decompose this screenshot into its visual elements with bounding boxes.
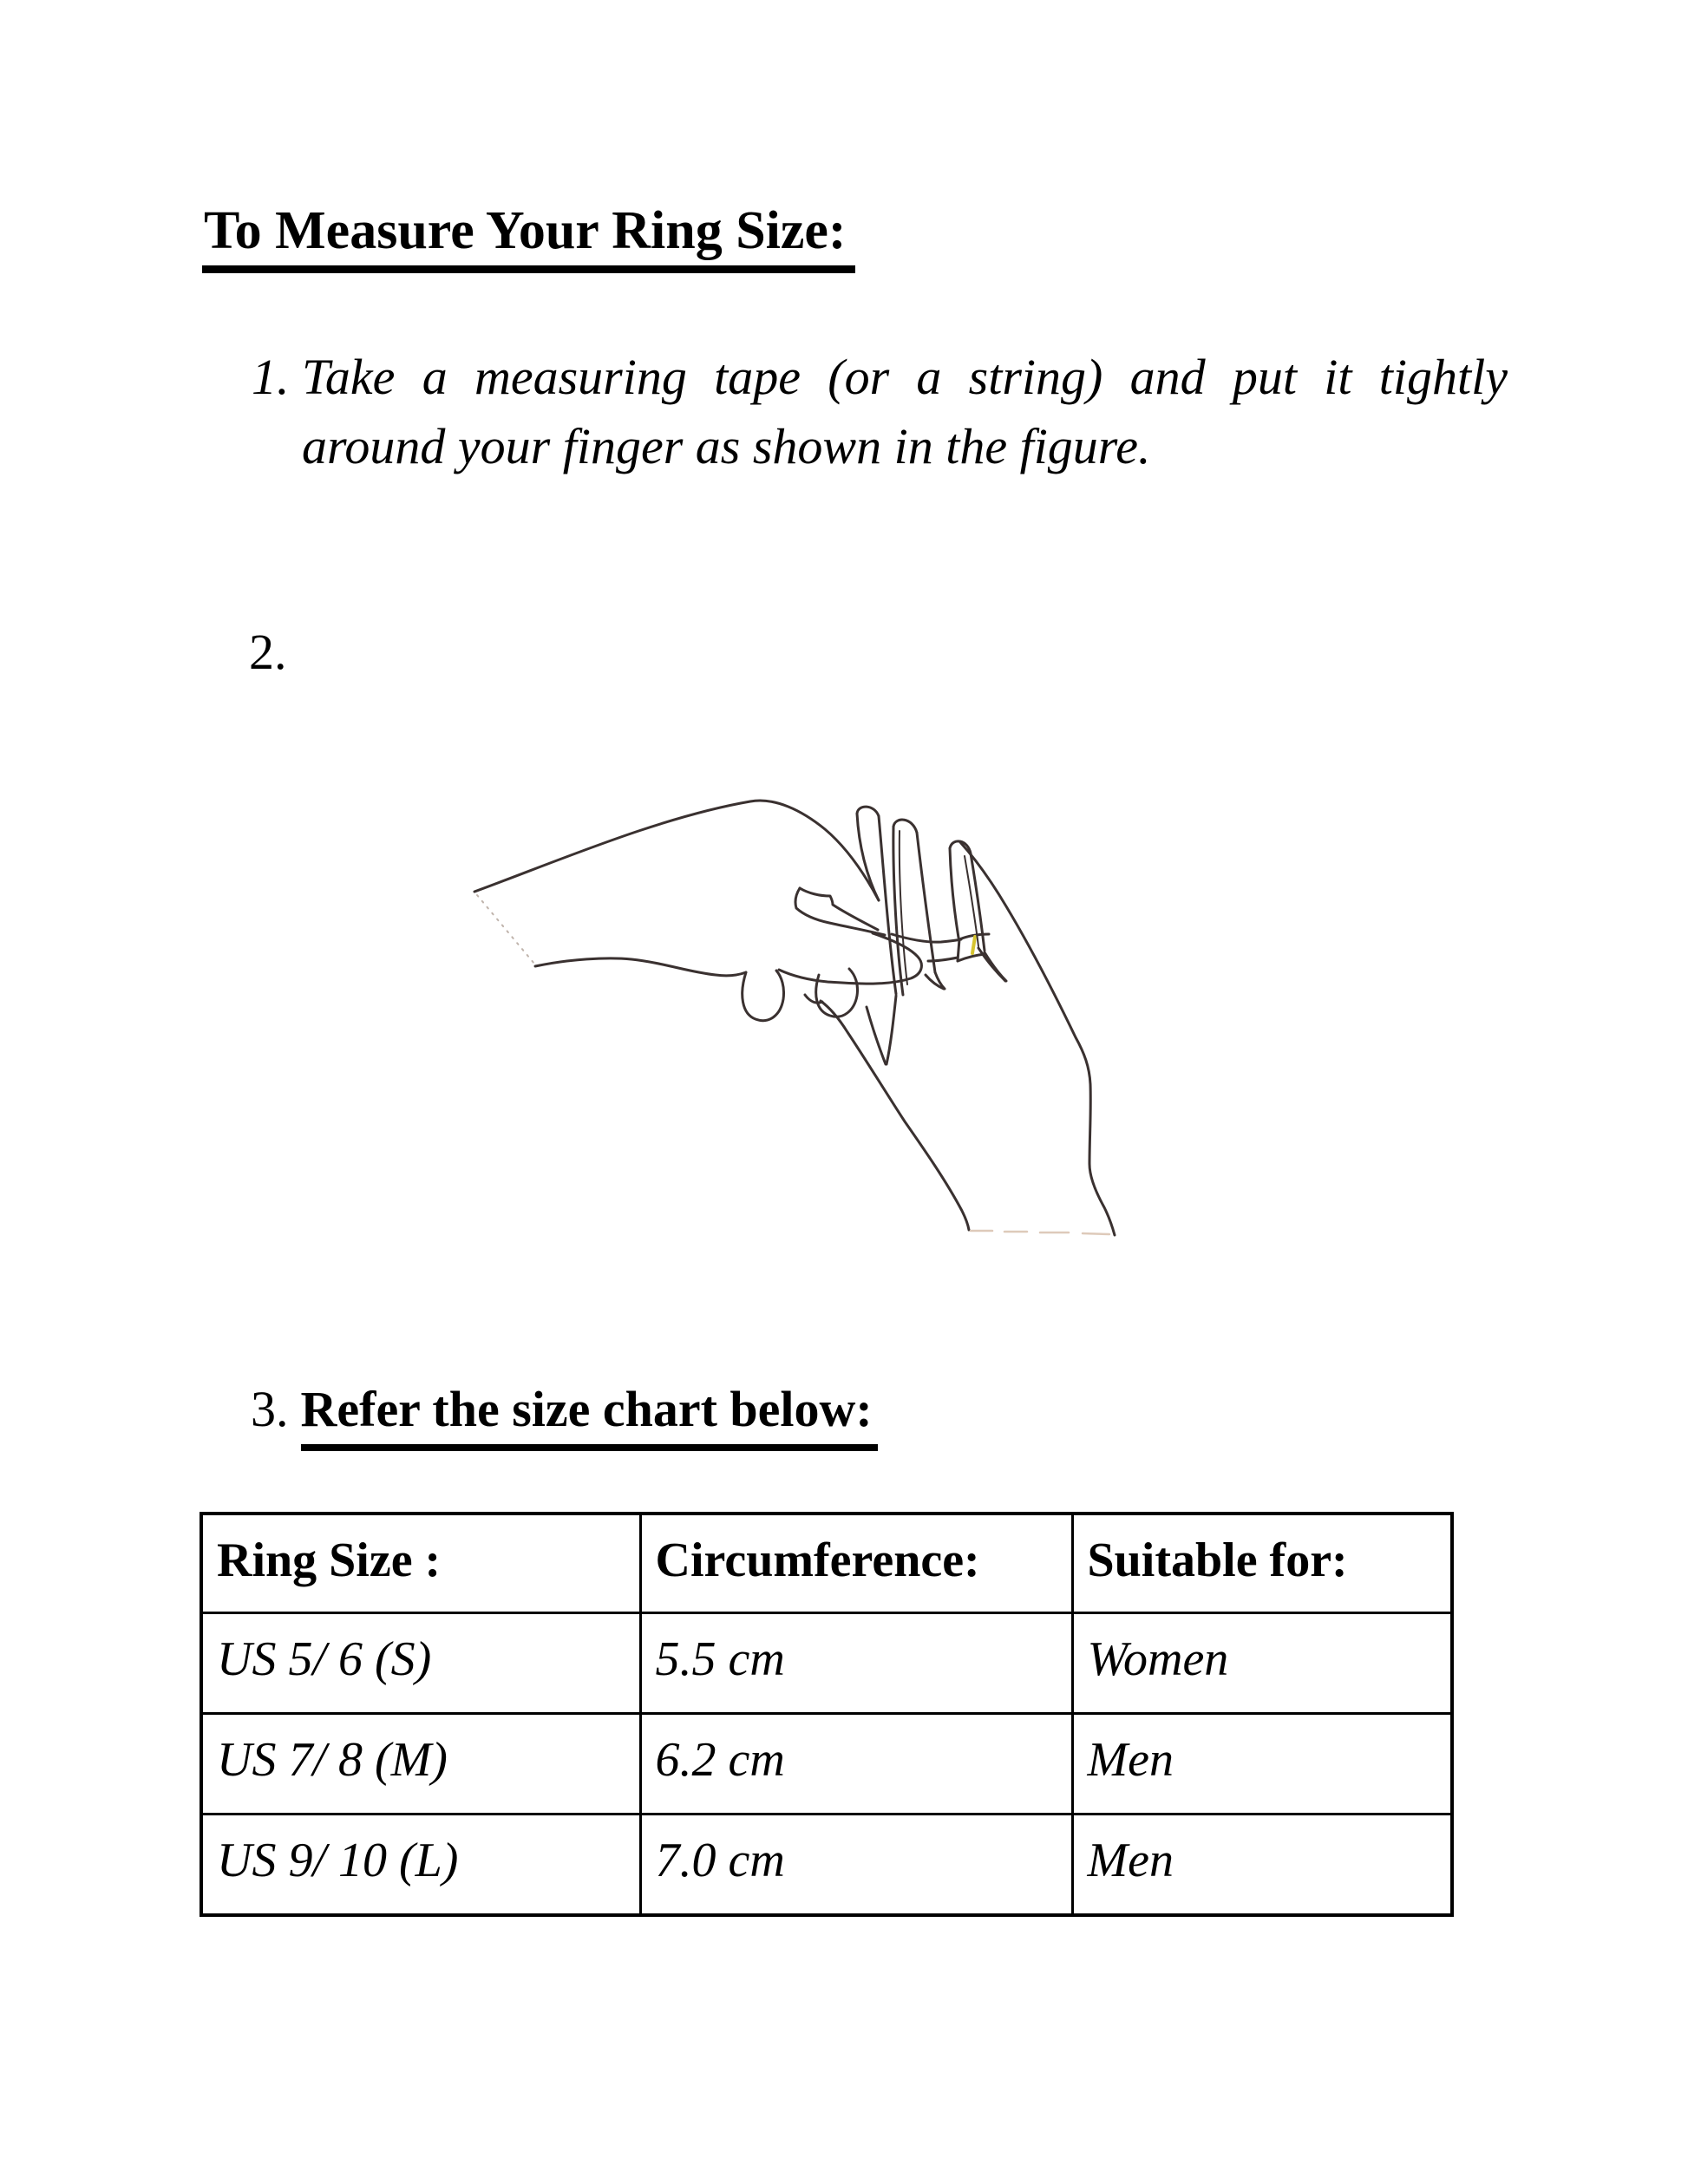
table-row [201,1815,1452,1916]
hand-measuring-illustration [434,776,1145,1249]
step-2 [249,618,287,687]
header-ring-size: Ring Size : [201,1514,640,1613]
step-2-number: 2. [249,624,287,680]
step-3 [251,1375,878,1451]
table-header-row [201,1514,1452,1613]
step-3-text: Refer the size chart below: [301,1375,878,1451]
step-3-number: 3. [251,1381,289,1437]
cell-suitable-for: Men [1072,1815,1452,1916]
cell-suitable-for: Women [1072,1613,1452,1714]
hand-illustration-svg [434,776,1145,1249]
cell-circumference: 7.0 cm [640,1815,1072,1916]
arm-cut-dots [477,895,534,964]
cell-circumference: 6.2 cm [640,1714,1072,1815]
cell-ring-size: US 9/ 10 (L) [201,1815,640,1916]
step-1-text: Take a measuring tape (or a string) and put it tightly around your finger as shown in the figure. [302,349,1508,474]
wrist-cut-dashes [971,1231,1109,1234]
table-row [201,1613,1452,1714]
table-row [201,1714,1452,1815]
cell-circumference: 5.5 cm [640,1613,1072,1714]
ring-tape-mark [972,937,975,953]
cell-ring-size: US 5/ 6 (S) [201,1613,640,1714]
cell-suitable-for: Men [1072,1714,1452,1815]
header-circumference: Circumference: [640,1514,1072,1613]
ring-size-table [200,1512,1454,1917]
step-1-number: 1. [252,349,290,405]
cell-ring-size: US 7/ 8 (M) [201,1714,640,1815]
header-suitable-for: Suitable for: [1072,1514,1452,1613]
step-1 [252,343,1508,481]
page-title: To Measure Your Ring Size: [202,201,855,273]
